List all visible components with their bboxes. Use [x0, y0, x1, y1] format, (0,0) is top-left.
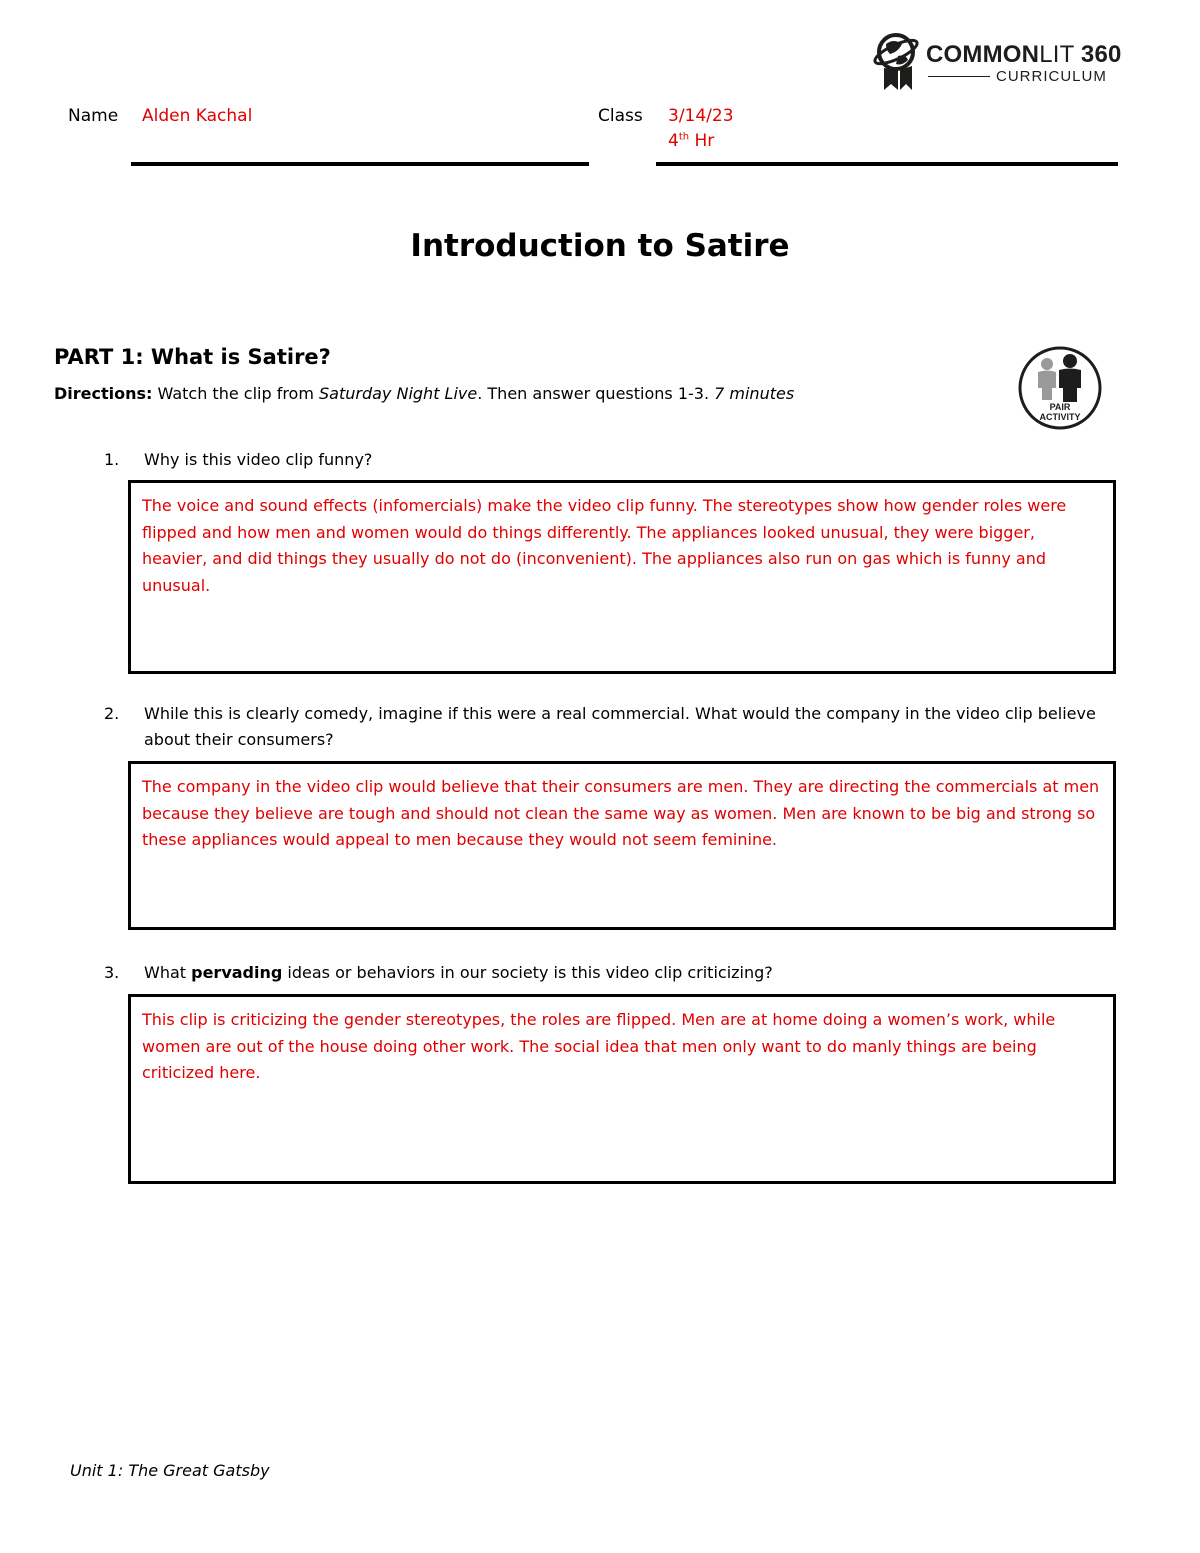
question-2: [104, 701, 1104, 753]
question-number: 1.: [104, 450, 120, 469]
pair-activity-icon: [1014, 342, 1106, 434]
name-underline: [131, 162, 589, 166]
answer-box-2[interactable]: [128, 761, 1116, 930]
name-value: Alden Kachal: [142, 106, 253, 126]
commonlit-logo: [872, 30, 1132, 96]
pair-activity-badge: [1014, 342, 1106, 434]
badge-label-pair: PAIR: [1049, 402, 1071, 412]
part-heading: PART 1: What is Satire?: [54, 345, 331, 369]
name-label: Name: [68, 106, 119, 126]
page-title: Introduction to Satire: [410, 228, 790, 264]
commonlit-globe-ribbon-icon: [872, 30, 922, 94]
answer-text-2: The company in the video clip would believe that their consumers are men. They are directing the commercials at men because they believe are tough and should not clean the same way as women. Men are known to be big and strong so these appliances would appeal to men because they would not seem feminine.: [142, 777, 1100, 849]
logo-wordmark: COMMONLIT 360: [926, 41, 1122, 68]
logo-subtitle: CURRICULUM: [996, 68, 1107, 85]
question-text: While this is clearly comedy, imagine if this were a real commercial. What would the company in the video clip believe about their consumers?: [144, 704, 1096, 749]
answer-box-3[interactable]: [128, 994, 1116, 1184]
answer-text-1: The voice and sound effects (infomercials) make the video clip funny. The stereotypes show how gender roles were flipped and how men and women would do things differently. The appliances looked unusual, they were bigger, heavier, and did things they usually do not do (inconvenient). The appliances also run on gas which is funny and unusual.: [142, 496, 1067, 595]
class-label: Class: [598, 106, 643, 126]
logo-divider: [928, 76, 990, 77]
badge-label-activity: ACTIVITY: [1039, 412, 1081, 422]
answer-text-3: This clip is criticizing the gender stereotypes, the roles are flipped. Men are at home doing a women’s work, while women are out of the house doing other work. The social idea that men only want to do manly things are being criticized here.: [142, 1010, 1056, 1082]
class-hour: 4th Hr: [668, 131, 715, 151]
answer-box-1[interactable]: [128, 480, 1116, 674]
class-underline: [656, 162, 1118, 166]
question-1: [104, 447, 1104, 473]
question-text: What pervading ideas or behaviors in our society is this video clip criticizing?: [144, 963, 773, 982]
footer-unit: Unit 1: The Great Gatsby: [70, 1461, 270, 1480]
directions: Directions: Watch the clip from Saturday Night Live. Then answer questions 1-3. 7 minutes: [54, 384, 795, 403]
question-number: 2.: [104, 704, 120, 723]
class-date: 3/14/23: [668, 106, 734, 126]
question-3: [104, 960, 1104, 986]
question-number: 3.: [104, 963, 120, 982]
question-text: Why is this video clip funny?: [144, 450, 373, 469]
